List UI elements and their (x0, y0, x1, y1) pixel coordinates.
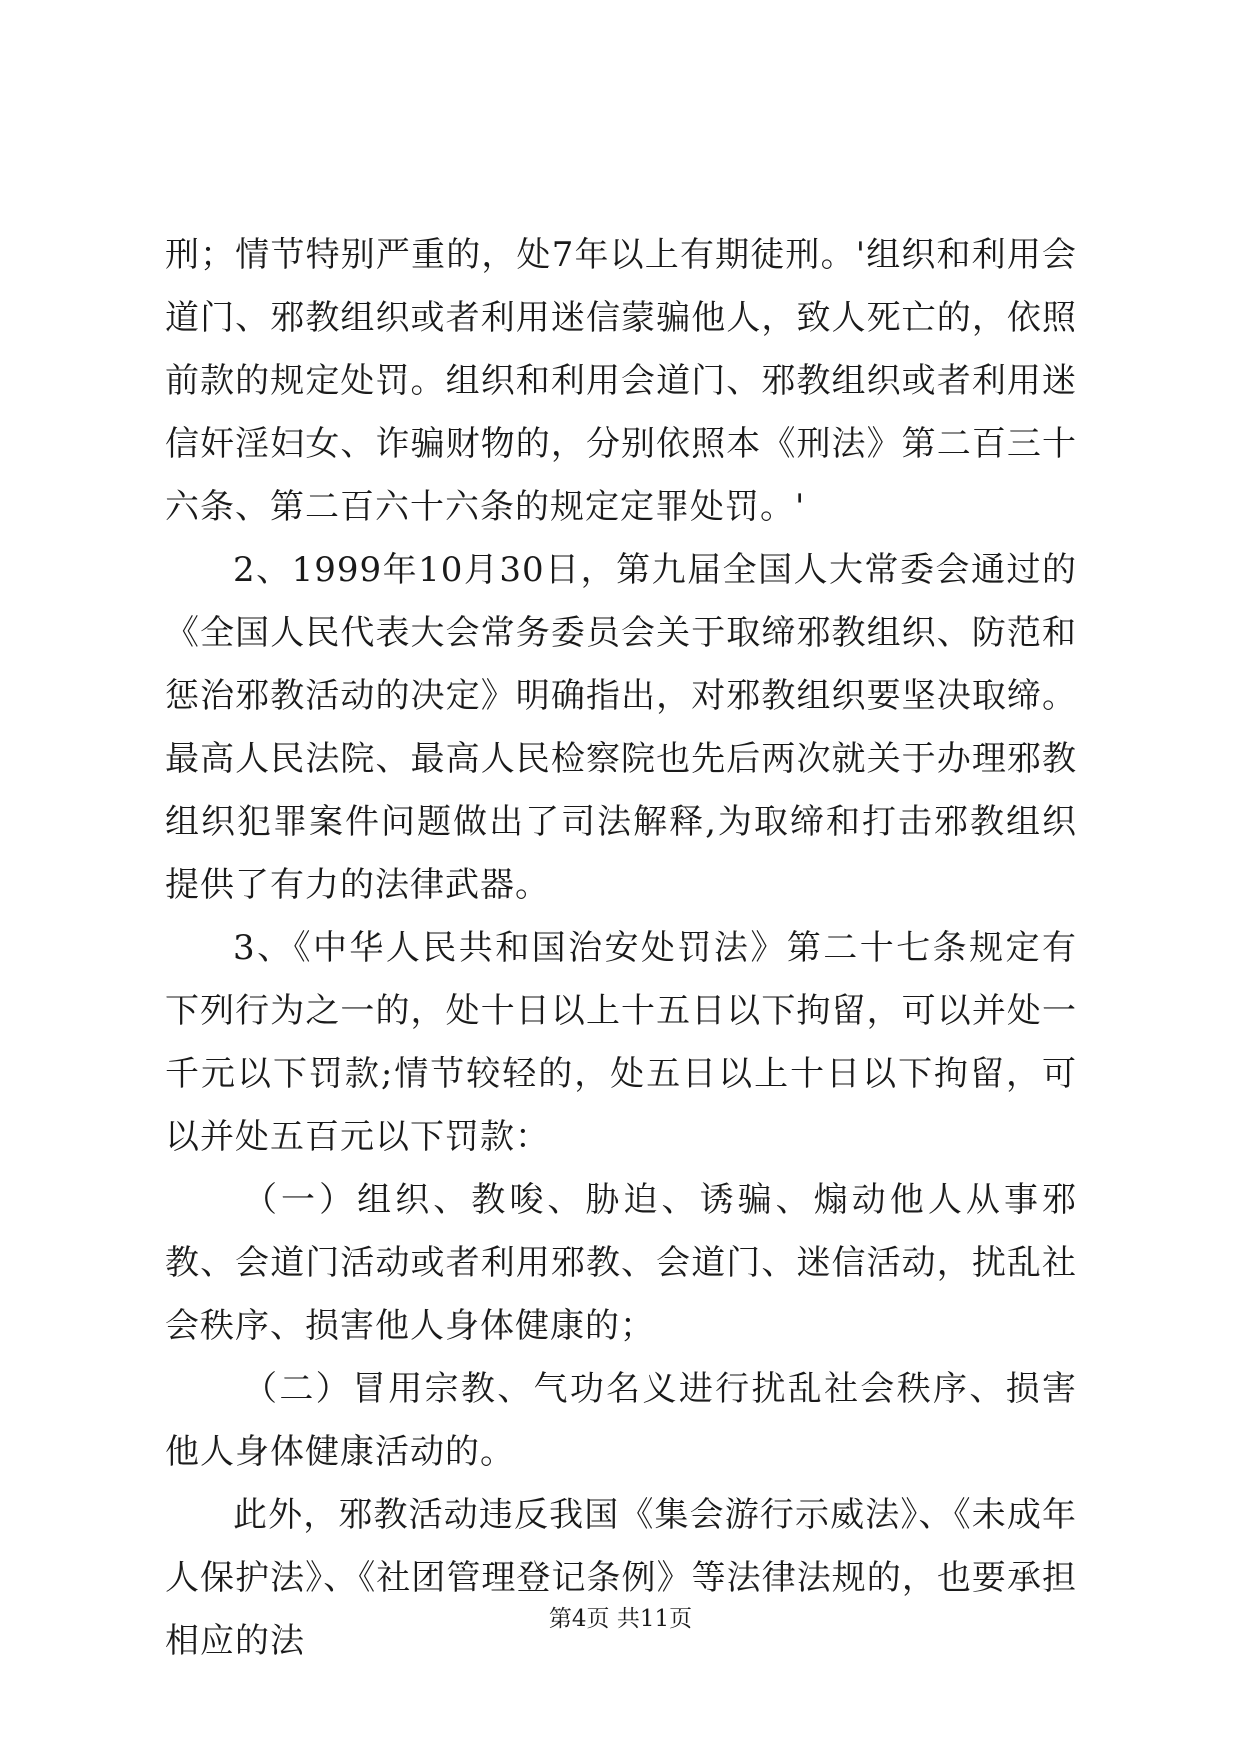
paragraph-continuation: 刑；情节特别严重的，处7年以上有期徒刑。'组织和利用会道门、邪教组织或者利用迷信蒙骗他人，致人死亡的，依照前款的规定处罚。组织和利用会道门、邪教组织或者利用迷信奸淫妇女、诈骗财物的，分别依照本《刑法》第二百三十六条、第二百六十六条的规定定罪处罚。' (165, 235, 1077, 527)
paragraph-item-2: 2、1999年10月30日，第九届全国人大常委会通过的《全国人民代表大会常务委员会关于取缔邪教组织、防范和惩治邪教活动的决定》明确指出，对邪教组织要坚决取缔。最高人民法院、最高人民检察院也先后两次就关于办理邪教组织犯罪案件问题做出了司法解释,为取缔和打击邪教组织提供了有力的法律武器。 (165, 550, 1077, 905)
paragraph-additional: 此外，邪教活动违反我国《集会游行示威法》、《未成年人保护法》、《社团管理登记条例》等法律法规的，也要承担相应的法 (165, 1495, 1077, 1661)
paragraph-item-3: 3、《中华人民共和国治安处罚法》第二十七条规定有下列行为之一的，处十日以上十五日以下拘留，可以并处一千元以下罚款;情节较轻的，处五日以上十日以下拘留，可以并处五百元以下罚款： (165, 928, 1077, 1157)
page-number-footer: 第4页 共11页 (548, 1606, 693, 1632)
paragraph-subitem-1: （一）组织、教唆、胁迫、诱骗、煽动他人从事邪教、会道门活动或者利用邪教、会道门、迷信活动，扰乱社会秩序、损害他人身体健康的； (165, 1180, 1077, 1346)
paragraph-subitem-2: （二）冒用宗教、气功名义进行扰乱社会秩序、损害他人身体健康活动的。 (165, 1369, 1077, 1472)
document-body (165, 224, 1077, 1673)
